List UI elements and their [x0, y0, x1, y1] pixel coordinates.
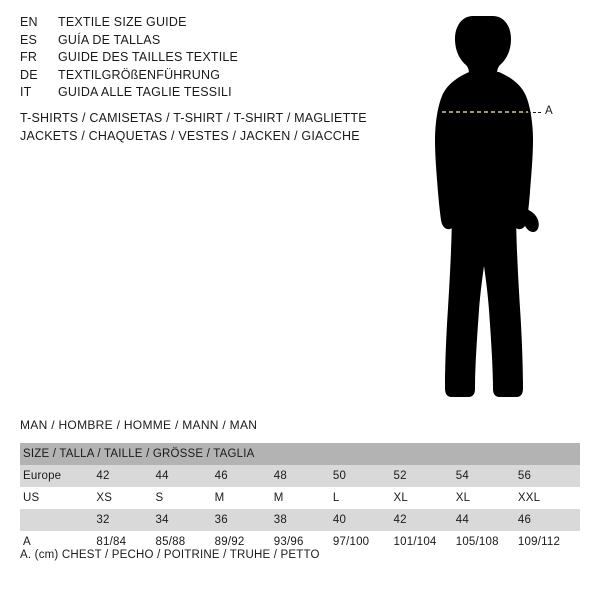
cell: 105/108	[456, 531, 518, 553]
cell: 44	[456, 509, 518, 531]
language-row	[20, 32, 400, 50]
cell: 50	[333, 465, 394, 487]
cell: M	[274, 487, 333, 509]
cell: 89/92	[215, 531, 274, 553]
language-code: FR	[20, 50, 38, 64]
cell: 38	[274, 509, 333, 531]
cell: 54	[456, 465, 518, 487]
language-title: GUIDA ALLE TAGLIE TESSILI	[58, 85, 232, 99]
cell: 40	[333, 509, 394, 531]
language-code: IT	[20, 85, 32, 99]
footnote-chest-measurement: A. (cm) CHEST / PECHO / POITRINE / TRUHE / PETTO	[20, 549, 320, 561]
cell: 44	[156, 465, 215, 487]
language-row	[20, 49, 400, 67]
cell: XS	[96, 487, 155, 509]
table-row	[20, 509, 580, 531]
language-title: GUÍA DE TALLAS	[58, 32, 161, 47]
language-code: ES	[20, 32, 38, 47]
table-title-man: MAN / HOMBRE / HOMME / MANN / MAN	[20, 418, 258, 432]
table-row	[20, 465, 580, 487]
cell: 32	[96, 509, 155, 531]
cell: 93/96	[274, 531, 333, 553]
cell: 109/112	[518, 531, 580, 553]
language-row	[20, 84, 400, 102]
cell: XL	[394, 487, 456, 509]
cell: XL	[456, 487, 518, 509]
row-label-us: US	[20, 487, 96, 509]
language-code: EN	[20, 15, 38, 29]
language-row	[20, 67, 400, 85]
language-row	[20, 14, 400, 32]
language-title: TEXTILGRÖßENFÜHRUNG	[58, 67, 221, 82]
cell: 36	[215, 509, 274, 531]
cell: M	[215, 487, 274, 509]
table-header-row	[20, 443, 580, 465]
cell: 101/104	[394, 531, 456, 553]
table-header-label: SIZE / TALLA / TAILLE / GRÖSSE / TAGLIA	[20, 443, 580, 465]
cell: 52	[394, 465, 456, 487]
cell: 46	[518, 509, 580, 531]
cell: 85/88	[156, 531, 215, 553]
male-silhouette-figure	[400, 8, 590, 408]
measurement-marker-a: A	[545, 105, 554, 117]
cell: 46	[215, 465, 274, 487]
category-tshirts: T-SHIRTS / CAMISETAS / T-SHIRT / T-SHIRT / MAGLIETTE	[20, 111, 367, 125]
cell: 48	[274, 465, 333, 487]
cell: 81/84	[96, 531, 155, 553]
cell: S	[156, 487, 215, 509]
cell: 56	[518, 465, 580, 487]
cell: XXL	[518, 487, 580, 509]
category-jackets: JACKETS / CHAQUETAS / VESTES / JACKEN / GIACCHE	[20, 129, 360, 143]
cell: 97/100	[333, 531, 394, 553]
garment-category-block	[20, 109, 420, 145]
cell: 34	[156, 509, 215, 531]
language-header-block	[20, 14, 400, 102]
cell: L	[333, 487, 394, 509]
language-title: GUIDE DES TAILLES TEXTILE	[58, 50, 239, 64]
table-row	[20, 487, 580, 509]
row-label-a: A	[20, 531, 96, 553]
cell: 42	[96, 465, 155, 487]
row-label-europe: Europe	[20, 465, 96, 487]
language-code: DE	[20, 67, 38, 82]
measurement-leader-line	[523, 112, 541, 113]
language-title: TEXTILE SIZE GUIDE	[58, 15, 187, 29]
size-table	[20, 443, 580, 553]
row-label-blank	[20, 509, 96, 531]
cell: 42	[394, 509, 456, 531]
